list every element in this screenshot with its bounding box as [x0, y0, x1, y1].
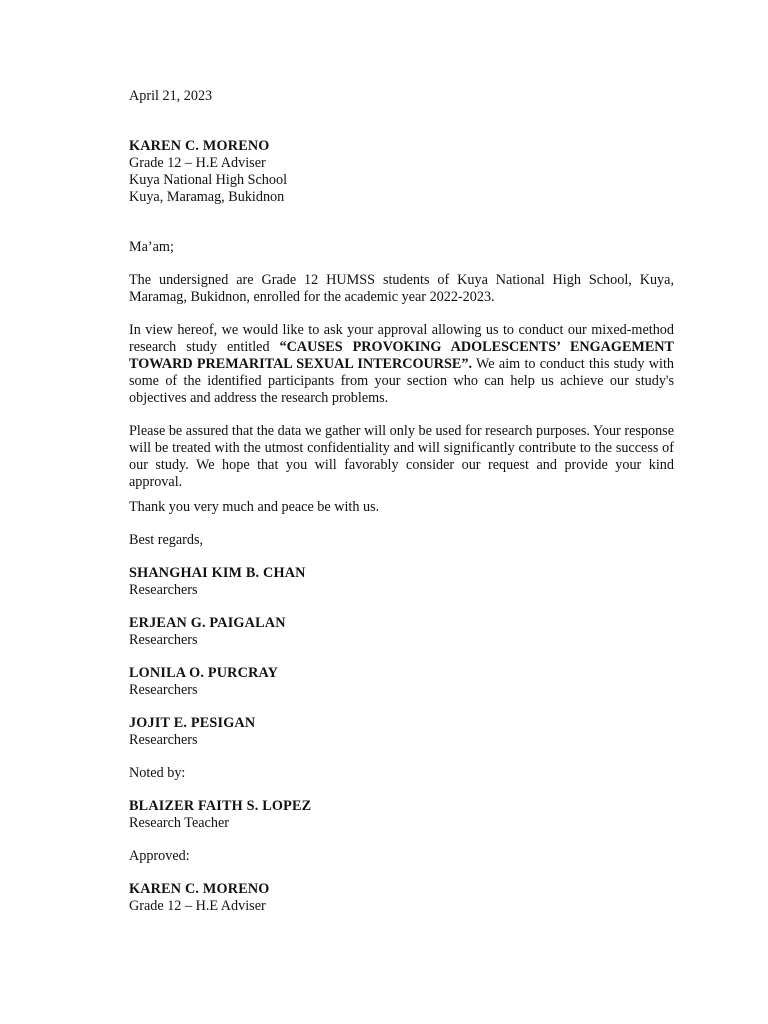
signatory-name: ERJEAN G. PAIGALAN — [129, 615, 286, 631]
salutation: Ma’am; — [129, 239, 174, 255]
signatory-name: JOJIT E. PESIGAN — [129, 715, 256, 731]
letter-date: April 21, 2023 — [129, 88, 213, 104]
noted-role: Research Teacher — [129, 815, 229, 831]
paragraph-request — [129, 322, 674, 407]
noted-name: BLAIZER FAITH S. LOPEZ — [129, 798, 312, 814]
signatory-name: SHANGHAI KIM B. CHAN — [129, 565, 306, 581]
signatory-role: Researchers — [129, 582, 198, 598]
noted-by-label: Noted by: — [129, 765, 186, 781]
approved-name: KAREN C. MORENO — [129, 881, 270, 897]
signature-researcher-2 — [129, 615, 674, 649]
approved-role: Grade 12 – H.E Adviser — [129, 898, 266, 914]
signature-researcher-1 — [129, 565, 674, 599]
approved-label: Approved: — [129, 848, 190, 864]
recipient-name: KAREN C. MORENO — [129, 138, 270, 154]
signatory-role: Researchers — [129, 732, 198, 748]
signature-researcher-4 — [129, 715, 674, 749]
signatory-role: Researchers — [129, 632, 198, 648]
paragraph-intro: The undersigned are Grade 12 HUMSS students of Kuya National High School, Kuya, Maramag, Bukidnon, enrolled for the academic year 2022-2023. — [129, 272, 674, 305]
closing-line: Best regards, — [129, 532, 204, 548]
recipient-school: Kuya National High School — [129, 172, 288, 188]
paragraph-request-before: In view hereof, we would like to ask your approval allowing us to conduct our mixed-method research study entitled — [129, 322, 674, 355]
recipient-block — [129, 138, 674, 206]
study-title: “CAUSES PROVOKING ADOLESCENTS’ ENGAGEMENT TOWARD PREMARITAL SEXUAL INTERCOURSE”. — [129, 339, 674, 372]
recipient-position: Grade 12 – H.E Adviser — [129, 155, 266, 171]
paragraph-assurance: Please be assured that the data we gather will only be used for research purposes. Your response will be treated with the utmost confidentiality and will significantly contribute to the success of our study. We hope that you will favorably consider our request and provide your kind approval. — [129, 423, 674, 490]
signature-noted — [129, 798, 674, 832]
signature-approved — [129, 881, 674, 915]
letter-page — [129, 88, 674, 915]
thanks-line: Thank you very much and peace be with us. — [129, 499, 380, 515]
signatory-name: LONILA O. PURCRAY — [129, 665, 279, 681]
recipient-address: Kuya, Maramag, Bukidnon — [129, 189, 285, 205]
signatory-role: Researchers — [129, 682, 198, 698]
signature-researcher-3 — [129, 665, 674, 699]
paragraph-request-after: We aim to conduct this study with some of the identified participants from your section who can help us achieve our study's objectives and address the research problems. — [129, 356, 674, 406]
